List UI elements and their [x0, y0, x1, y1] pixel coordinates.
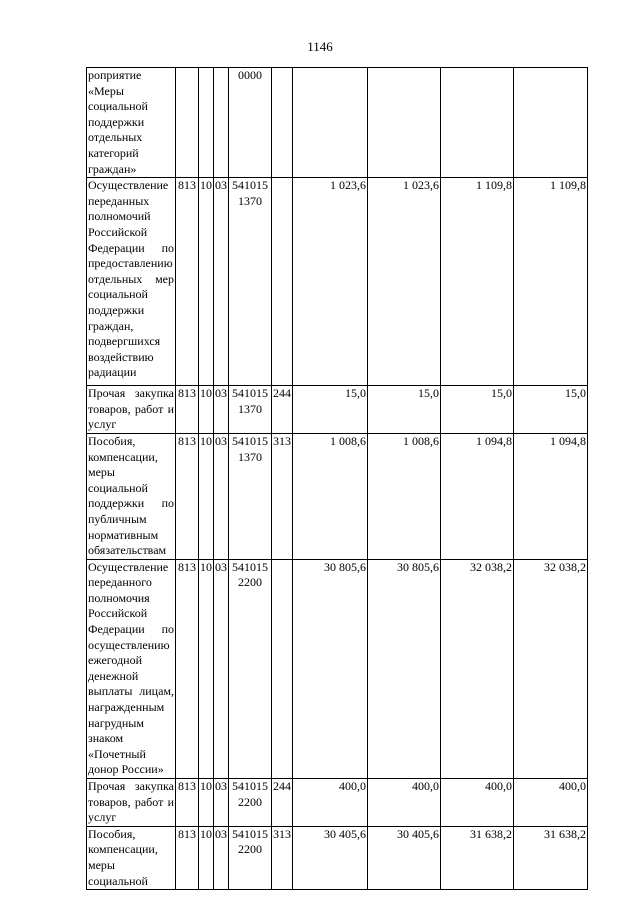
budget-table [86, 67, 588, 890]
amount-4: 31 638,2 [514, 826, 588, 889]
table-row [87, 68, 588, 178]
grbs-code: 813 [176, 178, 199, 386]
table-row [87, 386, 588, 434]
amount-2: 1 023,6 [368, 178, 441, 386]
amount-2: 30 405,6 [368, 826, 441, 889]
amount-1: 400,0 [293, 779, 368, 827]
amount-4: 1 109,8 [514, 178, 588, 386]
row-name: Пособия, компенсации, меры социальной поддержки по публичным нормативным обязательствам [87, 433, 176, 559]
row-name: Прочая закупка товаров, работ и услуг [87, 779, 176, 827]
table-row [87, 826, 588, 889]
amount-2: 1 008,6 [368, 433, 441, 559]
amount-2: 15,0 [368, 386, 441, 434]
expense-type-code: 244 [272, 386, 293, 434]
amount-3 [441, 68, 514, 178]
target-article-code: 0000 [229, 68, 272, 178]
row-name: Осуществление переданного полномочия Российской Федерации по осуществлению ежегодной денежной выплаты лицам, награжденным нагрудным знаком «Почетный донор России» [87, 559, 176, 778]
row-name: Осуществление переданных полномочий Российской Федерации по предоставлению отдельных мер социальной поддержки граждан, подвергшихся воздействию радиации [87, 178, 176, 386]
subsection-code: 03 [214, 386, 229, 434]
grbs-code: 813 [176, 386, 199, 434]
grbs-code: 813 [176, 559, 199, 778]
section-code: 10 [199, 386, 214, 434]
amount-3: 400,0 [441, 779, 514, 827]
target-article-code: 541015 2200 [229, 779, 272, 827]
expense-type-code [272, 178, 293, 386]
section-code [199, 68, 214, 178]
subsection-code: 03 [214, 178, 229, 386]
expense-type-code [272, 68, 293, 178]
page-number: 1146 [307, 39, 333, 54]
section-code: 10 [199, 779, 214, 827]
expense-type-code: 313 [272, 433, 293, 559]
target-article-code: 541015 1370 [229, 178, 272, 386]
amount-1: 1 023,6 [293, 178, 368, 386]
table-row [87, 178, 588, 386]
amount-3: 1 109,8 [441, 178, 514, 386]
target-article-code: 541015 1370 [229, 386, 272, 434]
row-name: Пособия, компенсации, меры социальной [87, 826, 176, 889]
amount-1 [293, 68, 368, 178]
amount-1: 15,0 [293, 386, 368, 434]
target-article-code: 541015 2200 [229, 826, 272, 889]
subsection-code: 03 [214, 826, 229, 889]
subsection-code [214, 68, 229, 178]
amount-1: 1 008,6 [293, 433, 368, 559]
table-row [87, 433, 588, 559]
amount-4: 1 094,8 [514, 433, 588, 559]
section-code: 10 [199, 433, 214, 559]
target-article-code: 541015 2200 [229, 559, 272, 778]
row-name: Прочая закупка товаров, работ и услуг [87, 386, 176, 434]
table-row [87, 559, 588, 778]
grbs-code: 813 [176, 826, 199, 889]
amount-3: 15,0 [441, 386, 514, 434]
target-article-code: 541015 1370 [229, 433, 272, 559]
amount-1: 30 405,6 [293, 826, 368, 889]
grbs-code: 813 [176, 433, 199, 559]
amount-4: 15,0 [514, 386, 588, 434]
grbs-code: 813 [176, 779, 199, 827]
section-code: 10 [199, 178, 214, 386]
subsection-code: 03 [214, 433, 229, 559]
amount-4: 32 038,2 [514, 559, 588, 778]
table-row [87, 779, 588, 827]
amount-2: 30 805,6 [368, 559, 441, 778]
expense-type-code: 244 [272, 779, 293, 827]
amount-2: 400,0 [368, 779, 441, 827]
amount-3: 1 094,8 [441, 433, 514, 559]
amount-4 [514, 68, 588, 178]
subsection-code: 03 [214, 779, 229, 827]
expense-type-code: 313 [272, 826, 293, 889]
amount-3: 31 638,2 [441, 826, 514, 889]
section-code: 10 [199, 826, 214, 889]
subsection-code: 03 [214, 559, 229, 778]
row-name: роприятие «Меры социальной поддержки отдельных категорий граждан» [87, 68, 176, 178]
amount-1: 30 805,6 [293, 559, 368, 778]
amount-3: 32 038,2 [441, 559, 514, 778]
amount-2 [368, 68, 441, 178]
expense-type-code [272, 559, 293, 778]
section-code: 10 [199, 559, 214, 778]
amount-4: 400,0 [514, 779, 588, 827]
grbs-code [176, 68, 199, 178]
